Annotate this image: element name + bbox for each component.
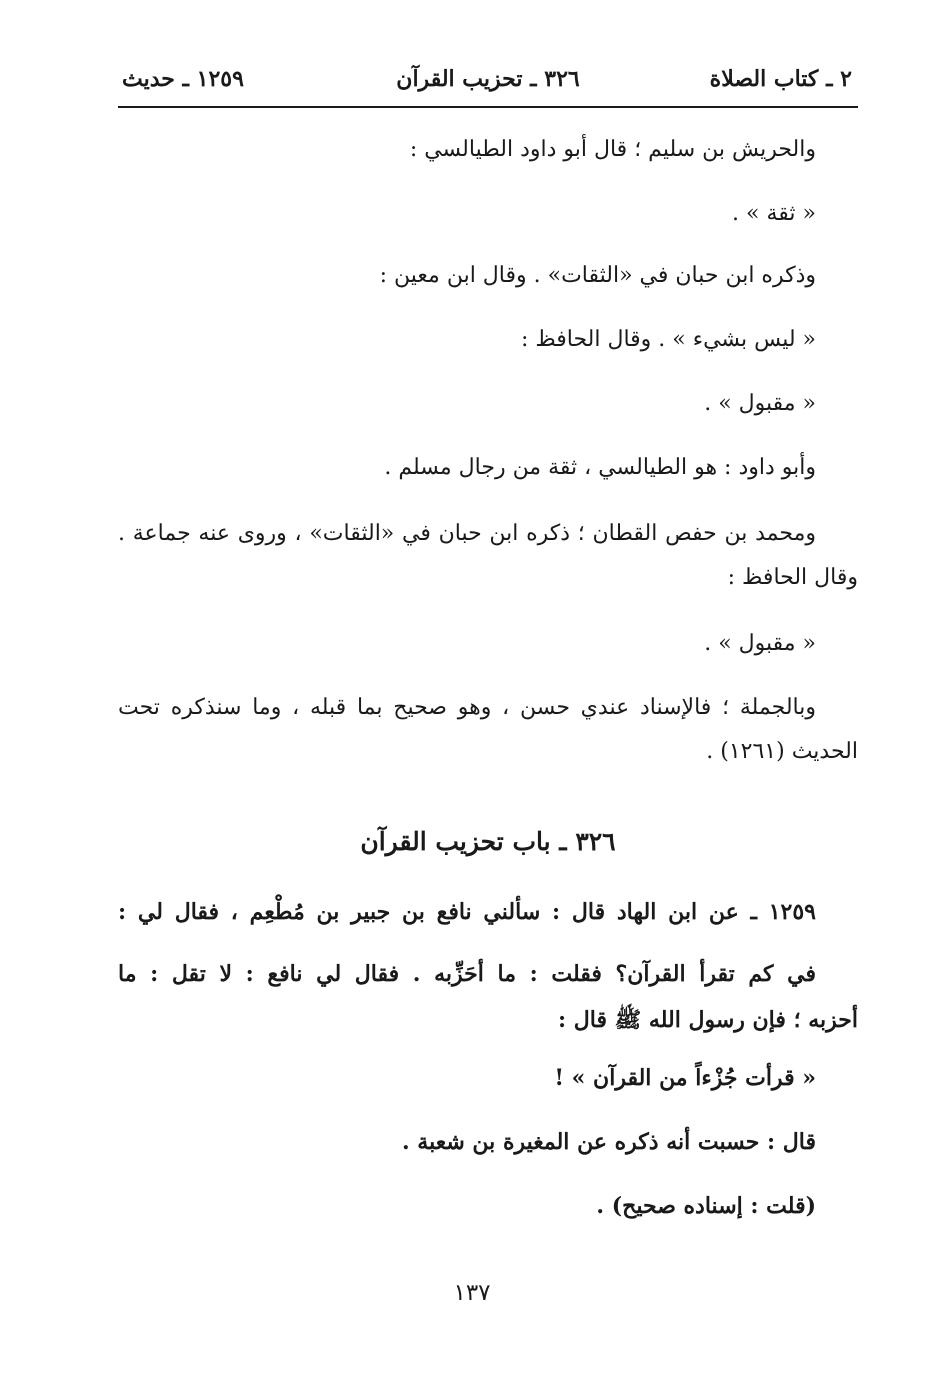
hadith-line: قال : حسبت أنه ذكره عن المغيرة بن شعبة . xyxy=(401,1129,816,1155)
body-line: وأبو داود : هو الطيالسي ، ثقة من رجال مسلم . xyxy=(384,455,816,480)
body-line: « مقبول » . xyxy=(704,631,816,656)
running-header xyxy=(118,66,858,106)
page-number: ١٣٧ xyxy=(453,1280,491,1306)
body-line: « ليس بشيء » . وقال الحافظ : xyxy=(520,327,816,352)
section-title: ٣٢٦ ـ باب تحزيب القرآن xyxy=(360,827,616,856)
body-line: وبالجملة ؛ فالإسناد عندي حسن ، وهو صحيح بما قبله ، وما سنذكره تحت xyxy=(118,695,816,720)
hadith-line: « قرأت جُزْءاً من القرآن » ! xyxy=(554,1065,816,1091)
body-line: وقال الحافظ : xyxy=(727,565,858,590)
header-hadith-number: ١٢٥٩ ـ حديث xyxy=(122,66,244,92)
header-chapter-title: ٣٢٦ ـ تحزيب القرآن xyxy=(396,66,580,92)
hadith-line: (قلت : إسناده صحيح) . xyxy=(596,1193,816,1219)
header-book-title: ٢ ـ كتاب الصلاة xyxy=(709,66,852,92)
body-line: وذكره ابن حبان في «الثقات» . وقال ابن معين : xyxy=(379,263,816,288)
body-line: « ثقة » . xyxy=(732,201,816,226)
body-line: والحريش بن سليم ؛ قال أبو داود الطيالسي : xyxy=(409,137,816,162)
body-line: ومحمد بن حفص القطان ؛ ذكره ابن حبان في «الثقات» ، وروى عنه جماعة . xyxy=(118,521,816,546)
body-line: « مقبول » . xyxy=(704,391,816,416)
body-line: الحديث (١٢٦١) . xyxy=(706,739,858,764)
hadith-line: أحزبه ؛ فإن رسول الله ﷺ قال : xyxy=(558,1007,858,1033)
hadith-line: ١٢٥٩ ـ عن ابن الهاد قال : سألني نافع بن جبير بن مُطْعِم ، فقال لي : xyxy=(118,899,816,925)
header-rule xyxy=(118,106,858,108)
hadith-line: في كم تقرأ القرآن؟ فقلت : ما أحَزِّبه . فقال لي نافع : لا تقل : ما xyxy=(118,961,816,987)
